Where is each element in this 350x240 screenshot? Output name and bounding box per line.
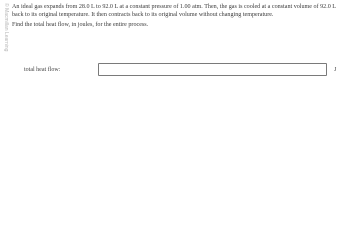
watermark-text: © Macmillan Learning [3,3,9,52]
problem-statement: An ideal gas expands from 28.0 L to 92.0 L at a constant pressure of 1.00 atm. Then, the gas is cooled at a constant volume of 92.0 L back to its original temperature. It then contracts back to its original volume without changing temperature. [12,4,336,18]
total-heat-flow-input[interactable] [98,63,327,76]
problem-question: Find the total heat flow, in joules, for the entire process. [12,22,149,28]
unit-label: J [334,67,337,73]
copyright-watermark [1,3,9,55]
answer-label: total heat flow: [24,67,61,73]
problem-text [12,3,345,29]
